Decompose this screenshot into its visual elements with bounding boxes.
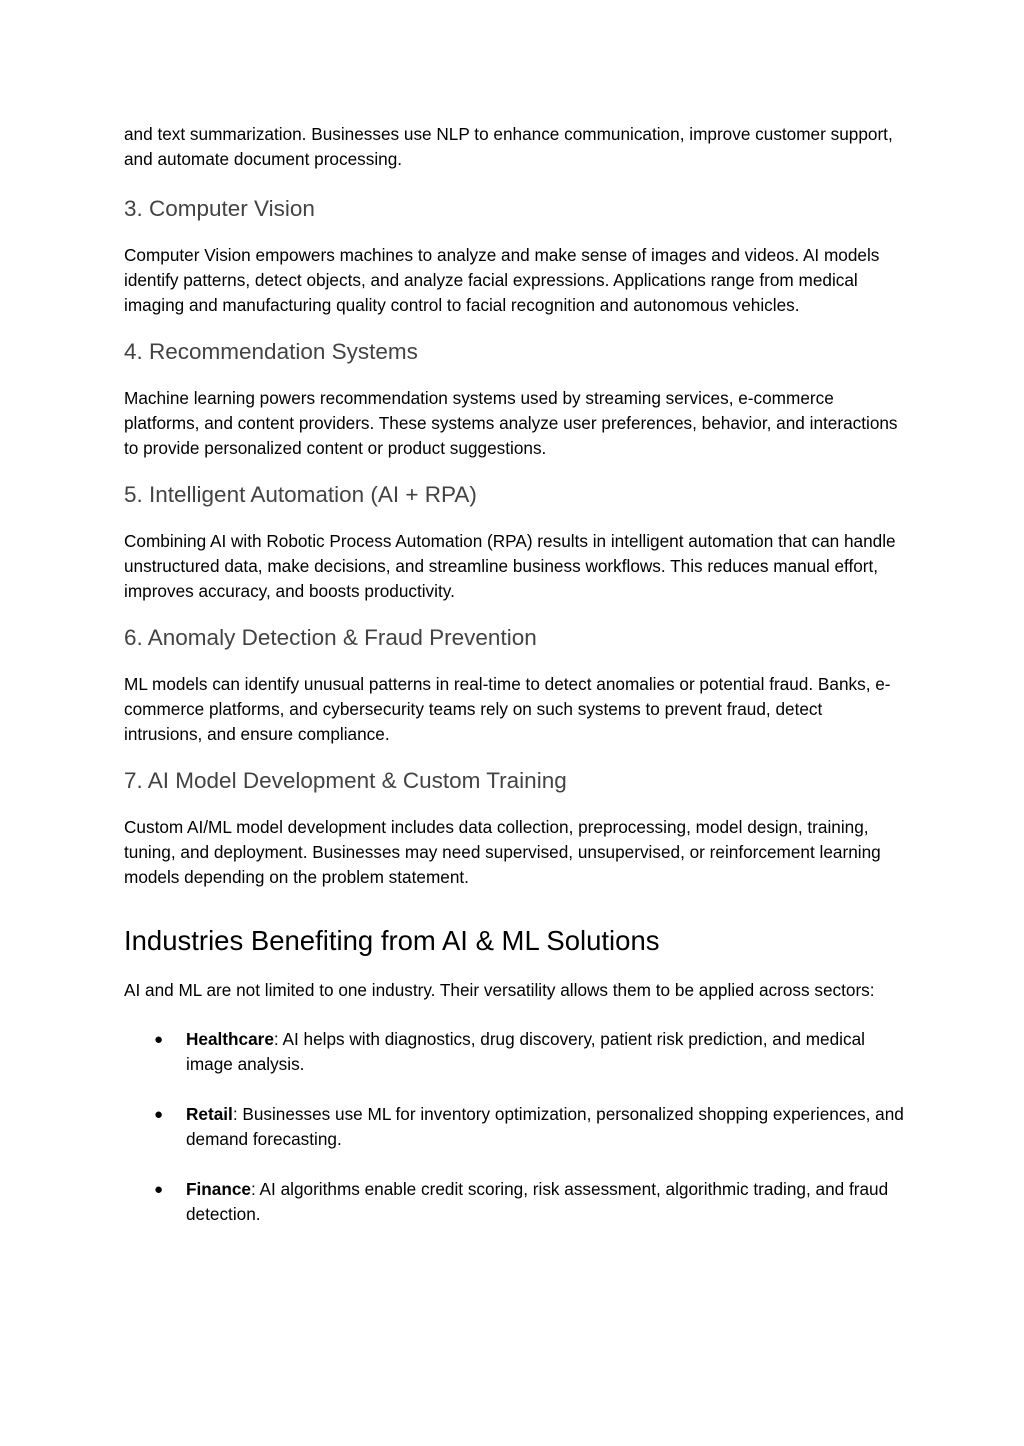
list-item-text: : AI algorithms enable credit scoring, risk assessment, algorithmic trading, and fraud detection. — [186, 1179, 889, 1224]
section-body-model-development: Custom AI/ML model development includes data collection, preprocessing, model design, training, tuning, and deployment. Businesses may need supervised, unsupervised, or reinforcement learning models depending on the problem statement. — [124, 817, 881, 887]
list-item-text: : AI helps with diagnostics, drug discovery, patient risk prediction, and medical image analysis. — [186, 1029, 865, 1074]
section-heading-computer-vision: 3. Computer Vision — [124, 196, 315, 221]
bullet-icon: ● — [154, 1181, 164, 1198]
list-item-term: Healthcare — [186, 1029, 274, 1049]
industries-intro-paragraph: AI and ML are not limited to one industry. Their versatility allows them to be applied across sectors: — [124, 980, 875, 1000]
list-item-term: Finance — [186, 1179, 251, 1199]
industries-list — [124, 1027, 904, 1227]
list-item — [124, 1177, 904, 1227]
section-body-anomaly-detection: ML models can identify unusual patterns in real-time to detect anomalies or potential fraud. Banks, e-commerce platforms, and cybersecurity teams rely on such systems to prevent fraud, detect intrusions, and ensure compliance. — [124, 674, 891, 744]
list-item — [124, 1027, 904, 1077]
section-body-computer-vision: Computer Vision empowers machines to analyze and make sense of images and videos. AI models identify patterns, detect objects, and analyze facial expressions. Applications range from medical imaging and manufacturing quality control to facial recognition and autonomous vehicles. — [124, 245, 880, 315]
section-heading-model-development: 7. AI Model Development & Custom Training — [124, 768, 567, 793]
bullet-icon: ● — [154, 1106, 164, 1123]
industries-heading: Industries Benefiting from AI & ML Solutions — [124, 925, 660, 956]
section-heading-intelligent-automation: 5. Intelligent Automation (AI + RPA) — [124, 482, 477, 507]
list-item-text: : Businesses use ML for inventory optimization, personalized shopping experiences, and demand forecasting. — [186, 1104, 904, 1149]
section-body-intelligent-automation: Combining AI with Robotic Process Automation (RPA) results in intelligent automation that can handle unstructured data, make decisions, and streamline business workflows. This reduces manual effort, improves accuracy, and boosts productivity. — [124, 531, 896, 601]
section-body-recommendation-systems: Machine learning powers recommendation systems used by streaming services, e-commerce platforms, and content providers. These systems analyze user preferences, behavior, and interactions to provide personalized content or product suggestions. — [124, 388, 898, 458]
section-heading-recommendation-systems: 4. Recommendation Systems — [124, 339, 418, 364]
bullet-icon: ● — [154, 1031, 164, 1048]
list-item — [124, 1102, 904, 1152]
intro-continuation-paragraph: and text summarization. Businesses use NLP to enhance communication, improve customer support, and automate document processing. — [124, 124, 893, 169]
list-item-term: Retail — [186, 1104, 233, 1124]
section-heading-anomaly-detection: 6. Anomaly Detection & Fraud Prevention — [124, 625, 537, 650]
document-page — [124, 122, 904, 1252]
